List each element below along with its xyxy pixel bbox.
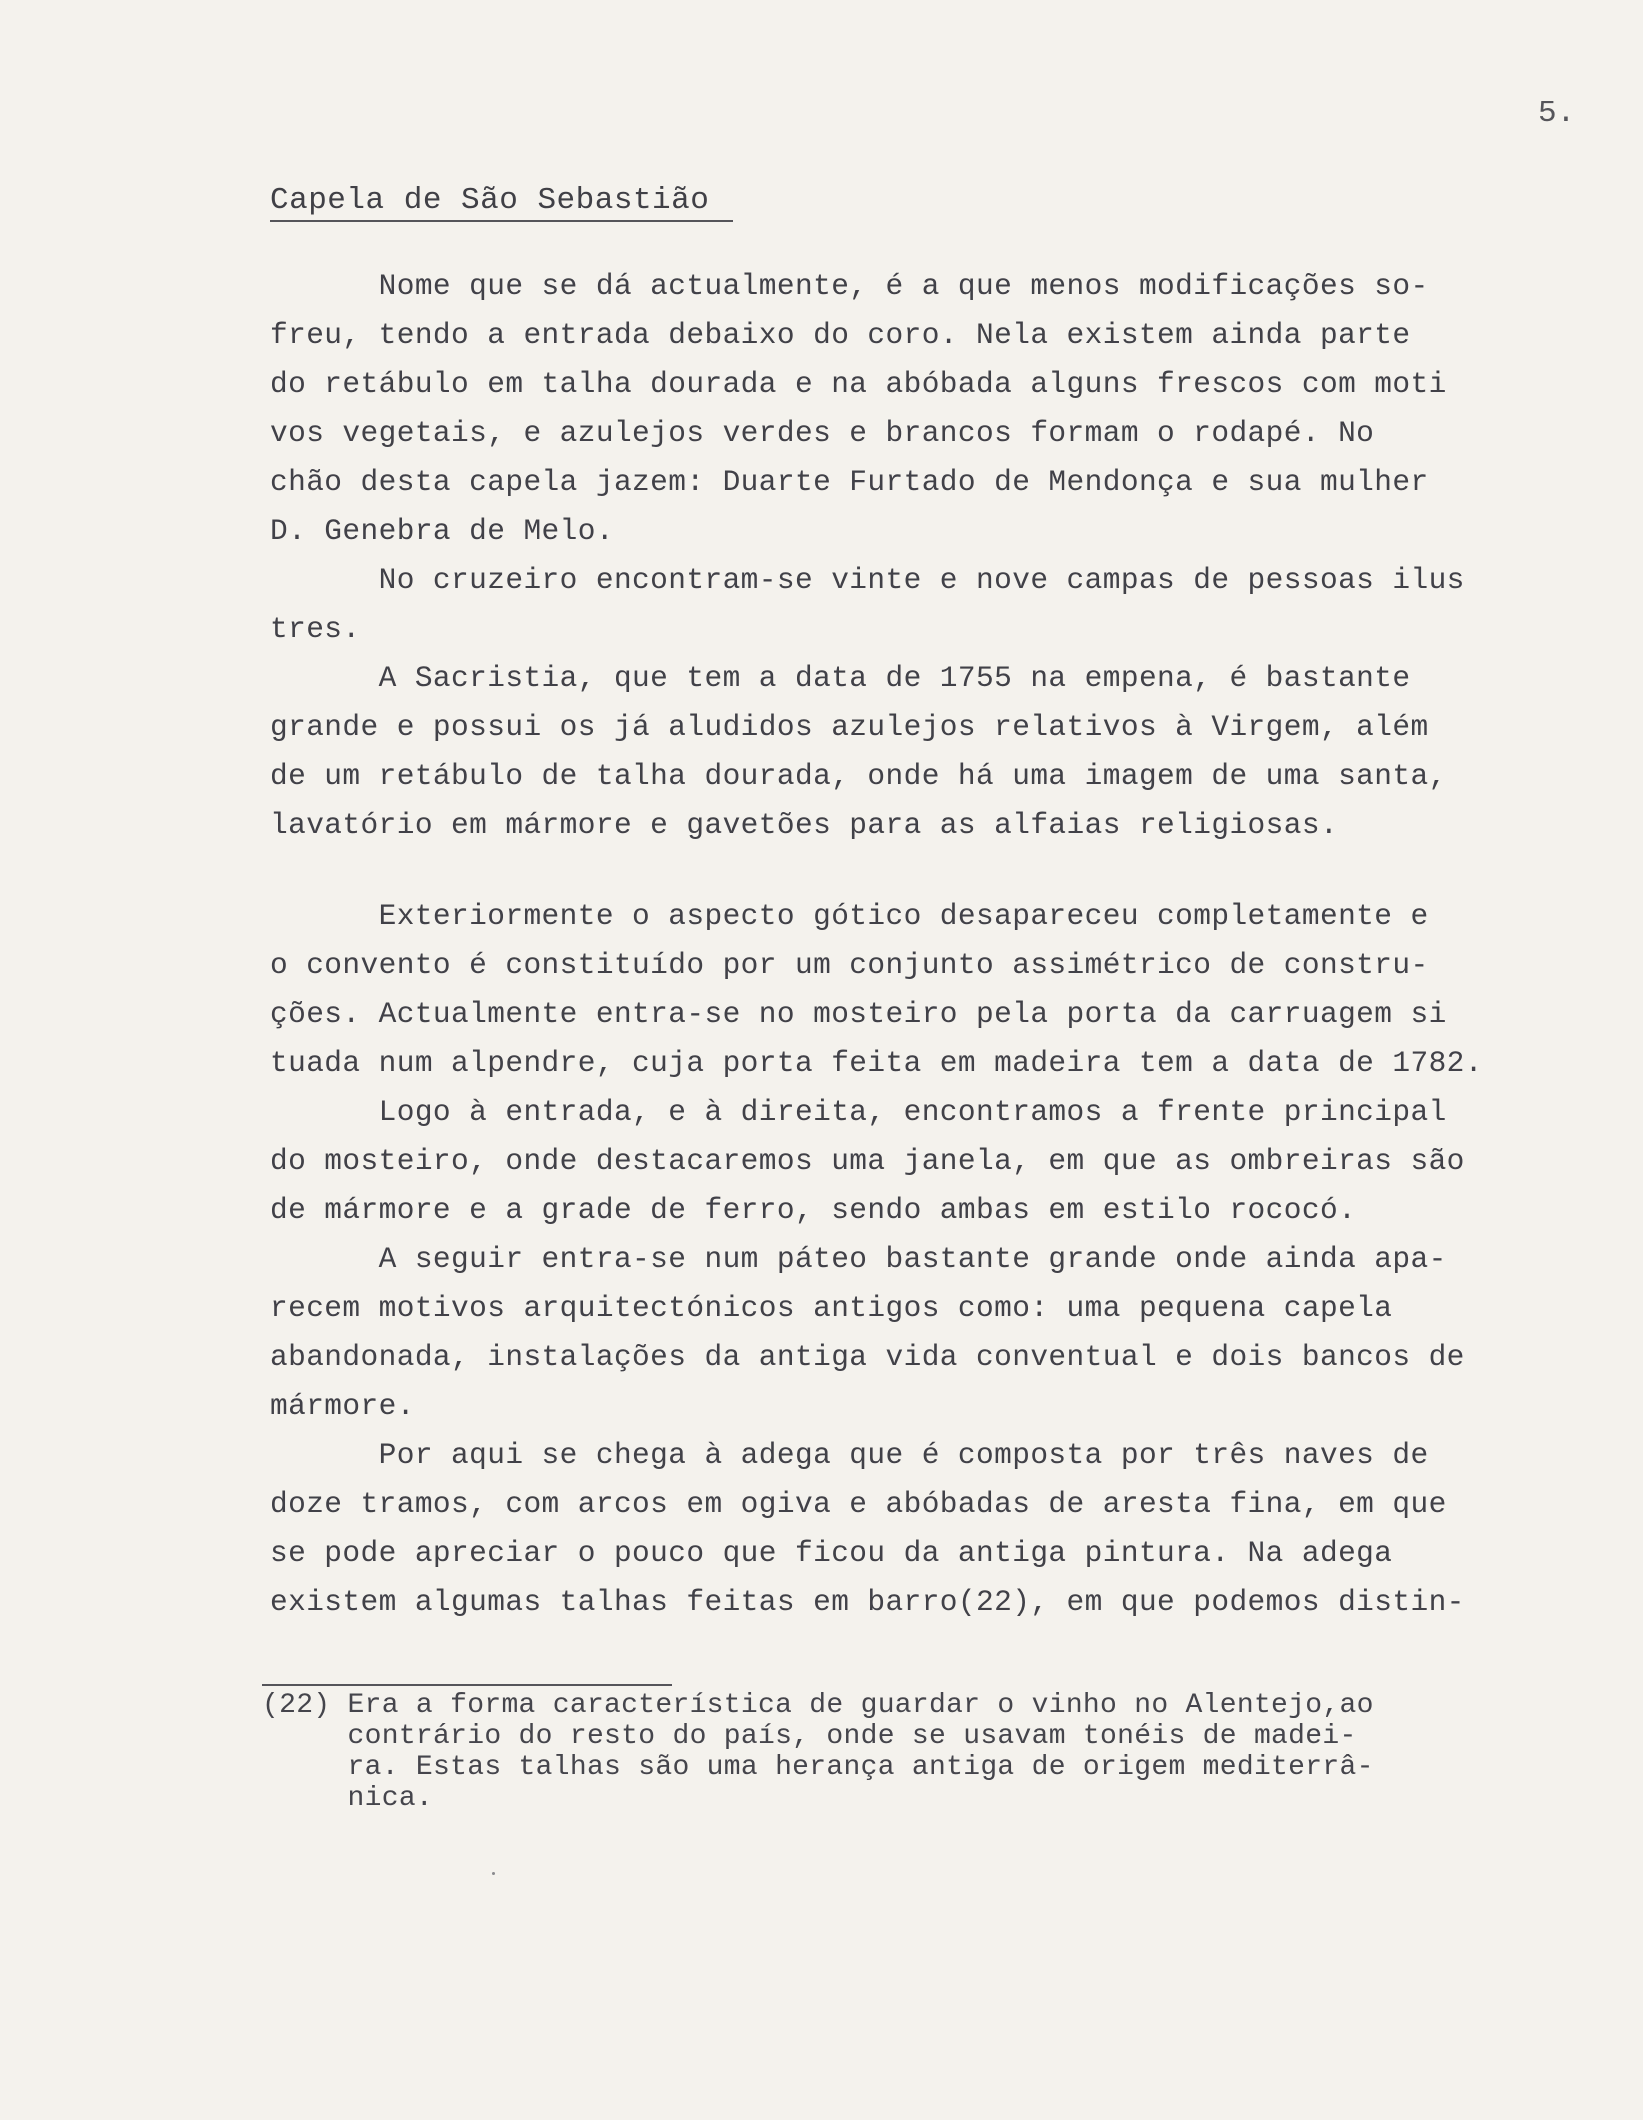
- text-line: doze tramos, com arcos em ogiva e abóbadas de aresta fina, em que: [270, 1487, 1447, 1521]
- text-line: A Sacristia, que tem a data de 1755 na empena, é bastante: [270, 661, 1411, 695]
- text-line: de mármore e a grade de ferro, sendo ambas em estilo rococó.: [270, 1193, 1357, 1227]
- text-line: chão desta capela jazem: Duarte Furtado de Mendonça e sua mulher: [270, 465, 1429, 499]
- text-line: D. Genebra de Melo.: [270, 514, 614, 548]
- footnote-line: nica.: [262, 1783, 434, 1814]
- text-line: Por aqui se chega à adega que é composta por três naves de: [270, 1438, 1429, 1472]
- section-heading: Capela de São Sebastião: [270, 183, 733, 222]
- text-line: abandonada, instalações da antiga vida conventual e dois bancos de: [270, 1340, 1465, 1374]
- text-line: tuada num alpendre, cuja porta feita em madeira tem a data de 1782.: [270, 1046, 1483, 1080]
- text-line: de um retábulo de talha dourada, onde há uma imagem de uma santa,: [270, 759, 1447, 793]
- paper-speck: [492, 1872, 495, 1875]
- text-line: ções. Actualmente entra-se no mosteiro pela porta da carruagem si: [270, 997, 1447, 1031]
- text-line: No cruzeiro encontram-se vinte e nove campas de pessoas ilus: [270, 563, 1465, 597]
- page-number: 5.: [1538, 96, 1576, 131]
- text-line: se pode apreciar o pouco que ficou da antiga pintura. Na adega: [270, 1536, 1393, 1570]
- text-line: lavatório em mármore e gavetões para as alfaias religiosas.: [270, 808, 1339, 842]
- footnote-line: contrário do resto do país, onde se usavam tonéis de madei-: [262, 1721, 1357, 1752]
- text-line: Exteriormente o aspecto gótico desapareceu completamente e: [270, 899, 1429, 933]
- text-line: do mosteiro, onde destacaremos uma janela, em que as ombreiras são: [270, 1144, 1465, 1178]
- text-line: recem motivos arquitectónicos antigos como: uma pequena capela: [270, 1291, 1393, 1325]
- text-line: o convento é constituído por um conjunto assimétrico de constru-: [270, 948, 1429, 982]
- text-line: Logo à entrada, e à direita, encontramos a frente principal: [270, 1095, 1447, 1129]
- text-line: A seguir entra-se num páteo bastante grande onde ainda apa-: [270, 1242, 1447, 1276]
- footnote-line: ra. Estas talhas são uma herança antiga de origem mediterrâ-: [262, 1752, 1374, 1783]
- text-line: mármore.: [270, 1389, 415, 1423]
- text-line: freu, tendo a entrada debaixo do coro. Nela existem ainda parte: [270, 318, 1411, 352]
- text-line: do retábulo em talha dourada e na abóbada alguns frescos com moti: [270, 367, 1447, 401]
- paragraph-gap: [270, 850, 1610, 892]
- footnote: [262, 1690, 1612, 1814]
- body-text: [270, 262, 1610, 1627]
- text-line: Nome que se dá actualmente, é a que menos modificações so-: [270, 269, 1429, 303]
- text-line: grande e possui os já aludidos azulejos relativos à Virgem, além: [270, 710, 1429, 744]
- text-line: tres.: [270, 612, 361, 646]
- footnote-separator: [262, 1684, 672, 1686]
- footnote-line: (22) Era a forma característica de guardar o vinho no Alentejo,ao: [262, 1690, 1374, 1721]
- text-line: existem algumas talhas feitas em barro(22), em que podemos distin-: [270, 1585, 1465, 1619]
- text-line: vos vegetais, e azulejos verdes e brancos formam o rodapé. No: [270, 416, 1375, 450]
